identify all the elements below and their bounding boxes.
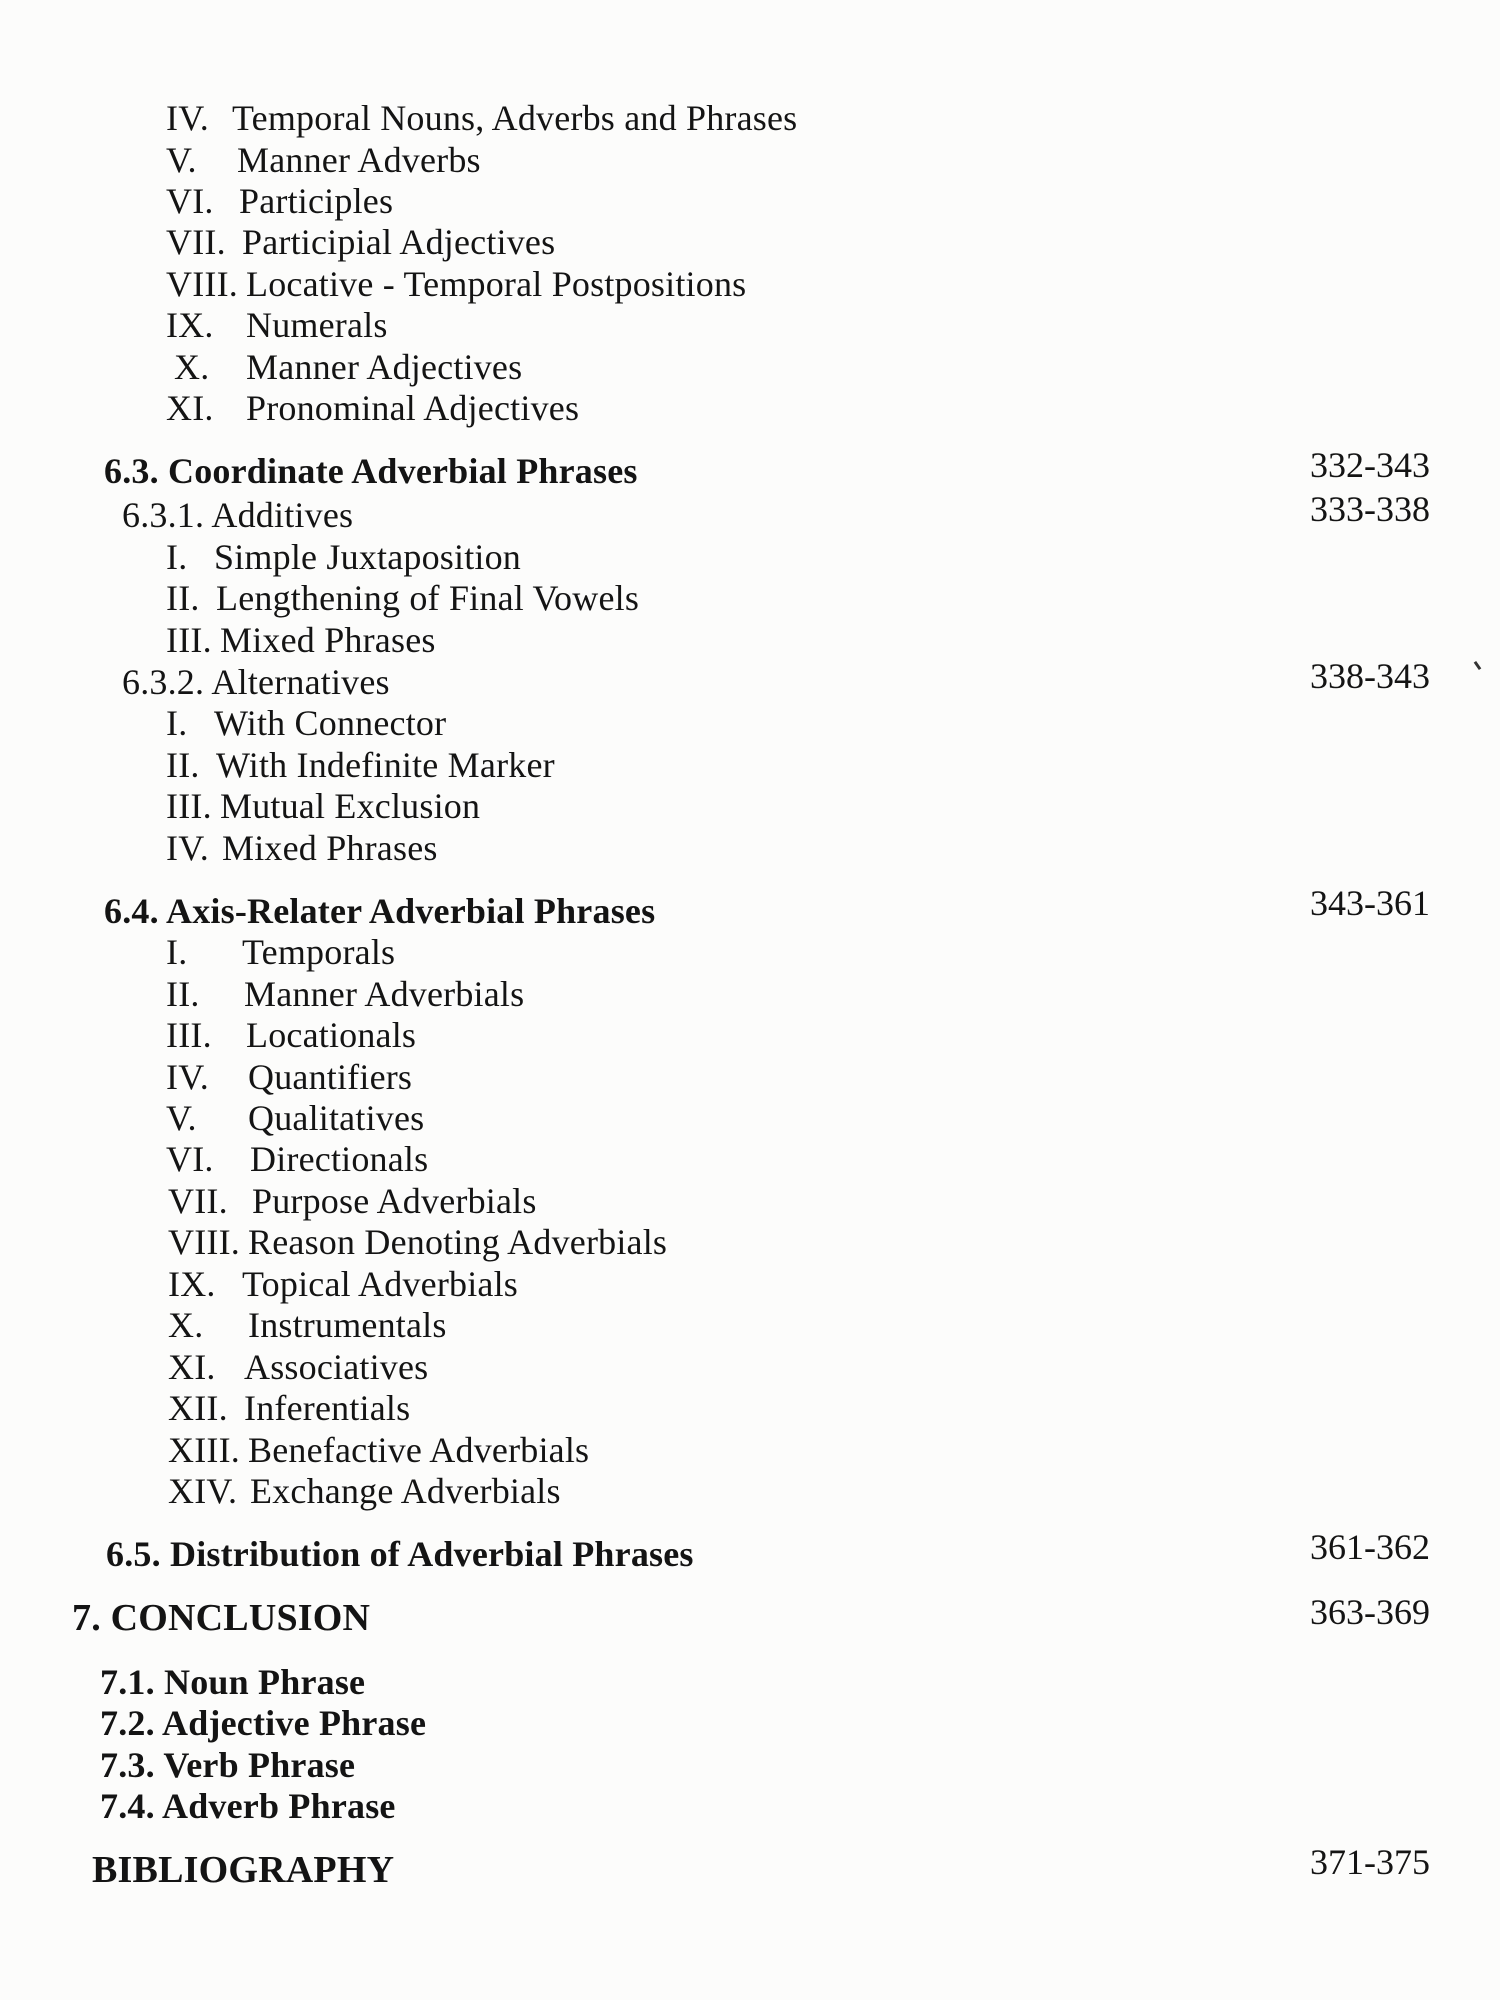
- section-6-3-pages: 332-343: [1310, 445, 1430, 485]
- item-numeral: VII.: [166, 222, 226, 262]
- toc-item: [166, 262, 746, 306]
- item-text: Inferentials: [244, 1388, 411, 1428]
- item-numeral: VII.: [168, 1181, 228, 1221]
- toc-item: [166, 179, 393, 223]
- section-6-4-pages: 343-361: [1310, 883, 1430, 923]
- toc-item: [174, 345, 522, 389]
- toc-item: [166, 303, 388, 347]
- item-numeral: III.: [166, 620, 212, 660]
- toc-item: [166, 972, 524, 1016]
- item-numeral: VIII.: [166, 264, 238, 304]
- toc-item: [166, 743, 555, 787]
- toc-item: [168, 1386, 410, 1430]
- section-6-3-1-title: 6.3.1. Additives: [122, 495, 354, 535]
- item-numeral: II.: [166, 974, 200, 1014]
- item-text: With Connector: [214, 703, 447, 743]
- item-text: Locative - Temporal Postpositions: [246, 264, 747, 304]
- toc-item: [168, 1262, 518, 1306]
- bibliography-pages: 371-375: [1310, 1842, 1430, 1882]
- toc-item: [166, 386, 579, 430]
- item-text: Mixed Phrases: [220, 620, 436, 660]
- section-6-3-1-pages: 333-338: [1310, 489, 1430, 529]
- item-numeral: XI.: [168, 1347, 216, 1387]
- toc-item: [168, 1428, 589, 1472]
- bibliography-title: BIBLIOGRAPHY: [92, 1849, 395, 1891]
- item-numeral: IV.: [166, 98, 209, 138]
- chapter-7-title: 7. CONCLUSION: [72, 1597, 371, 1639]
- item-numeral: VI.: [166, 181, 214, 221]
- item-text: Simple Juxtaposition: [214, 537, 522, 577]
- toc-item: [166, 826, 438, 870]
- toc-item: [168, 1220, 667, 1264]
- item-numeral: XIII.: [168, 1430, 240, 1470]
- chapter-7-pages: 363-369: [1310, 1592, 1430, 1632]
- item-text: Associatives: [244, 1347, 429, 1387]
- item-numeral: III.: [166, 786, 212, 826]
- item-numeral: XI.: [166, 388, 214, 428]
- item-numeral: VIII.: [168, 1222, 240, 1262]
- section-6-3-2-pages: 338-343: [1310, 656, 1430, 696]
- item-numeral: V.: [166, 140, 197, 180]
- item-text: Lengthening of Final Vowels: [216, 578, 640, 618]
- item-numeral: I.: [166, 932, 188, 972]
- item-text: Numerals: [246, 305, 388, 345]
- toc-item: [166, 1137, 428, 1181]
- toc-item: [166, 220, 555, 264]
- toc-item: [166, 618, 436, 662]
- item-text: With Indefinite Marker: [216, 745, 555, 785]
- toc-item: [168, 1345, 428, 1389]
- toc-item: [166, 1013, 416, 1057]
- section-6-5-pages: 361-362: [1310, 1527, 1430, 1567]
- section-7-2-title: 7.2. Adjective Phrase: [100, 1703, 427, 1743]
- item-text: Participial Adjectives: [242, 222, 556, 262]
- item-text: Locationals: [246, 1015, 417, 1055]
- item-text: Mixed Phrases: [222, 828, 438, 868]
- item-numeral: IV.: [166, 828, 209, 868]
- toc-item: [168, 1469, 561, 1513]
- item-numeral: IX.: [168, 1264, 216, 1304]
- stray-mark: [1474, 661, 1482, 670]
- section-6-5-title: 6.5. Distribution of Adverbial Phrases: [106, 1534, 694, 1574]
- item-numeral: V.: [166, 1098, 197, 1138]
- section-6-3-2-title: 6.3.2. Alternatives: [122, 662, 390, 702]
- toc-item: [166, 96, 797, 140]
- item-text: Manner Adverbs: [237, 140, 481, 180]
- item-numeral: XII.: [168, 1388, 228, 1428]
- item-text: Temporal Nouns, Adverbs and Phrases: [232, 98, 798, 138]
- item-text: Topical Adverbials: [242, 1264, 519, 1304]
- item-text: Qualitatives: [248, 1098, 425, 1138]
- item-text: Exchange Adverbials: [250, 1471, 561, 1511]
- item-numeral: III.: [166, 1015, 212, 1055]
- item-numeral: IV.: [166, 1057, 209, 1097]
- item-text: Manner Adjectives: [246, 347, 523, 387]
- section-7-1-title: 7.1. Noun Phrase: [100, 1662, 366, 1702]
- item-numeral: I.: [166, 703, 188, 743]
- item-text: Manner Adverbials: [244, 974, 525, 1014]
- item-numeral: II.: [166, 745, 200, 785]
- toc-item: [166, 930, 395, 974]
- item-text: Purpose Adverbials: [252, 1181, 537, 1221]
- toc-item: [168, 1179, 537, 1223]
- item-text: Reason Denoting Adverbials: [248, 1222, 668, 1262]
- item-numeral: IX.: [166, 305, 214, 345]
- section-6-4-title: 6.4. Axis-Relater Adverbial Phrases: [104, 891, 656, 931]
- toc-item: [168, 1303, 447, 1347]
- item-text: Mutual Exclusion: [220, 786, 481, 826]
- item-text: Pronominal Adjectives: [246, 388, 580, 428]
- section-6-3-title: 6.3. Coordinate Adverbial Phrases: [104, 451, 638, 491]
- toc-item: [166, 535, 521, 579]
- toc-item: [166, 138, 481, 182]
- item-text: Quantifiers: [248, 1057, 413, 1097]
- item-numeral: XIV.: [168, 1471, 238, 1511]
- item-text: Participles: [239, 181, 394, 221]
- toc-item: [166, 701, 446, 745]
- item-numeral: I.: [166, 537, 188, 577]
- item-text: Benefactive Adverbials: [248, 1430, 590, 1470]
- item-text: Instrumentals: [248, 1305, 447, 1345]
- item-numeral: X.: [174, 347, 210, 387]
- item-numeral: II.: [166, 578, 200, 618]
- item-numeral: X.: [168, 1305, 204, 1345]
- item-text: Temporals: [242, 932, 396, 972]
- item-numeral: VI.: [166, 1139, 214, 1179]
- toc-item: [166, 784, 480, 828]
- section-7-4-title: 7.4. Adverb Phrase: [100, 1786, 396, 1826]
- toc-item: [166, 1055, 412, 1099]
- item-text: Directionals: [250, 1139, 429, 1179]
- toc-item: [166, 1096, 424, 1140]
- toc-item: [166, 576, 639, 620]
- section-7-3-title: 7.3. Verb Phrase: [100, 1745, 356, 1785]
